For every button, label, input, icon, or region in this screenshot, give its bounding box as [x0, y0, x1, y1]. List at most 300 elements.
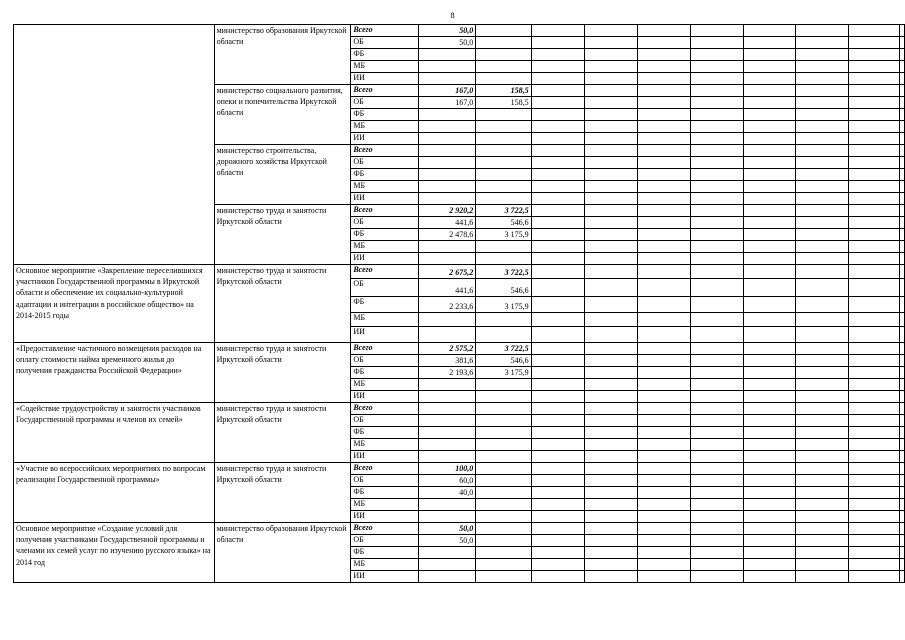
amount-cell: [419, 415, 476, 427]
empty-cell: [531, 327, 584, 343]
funding-source-cell: ИИ: [351, 133, 419, 145]
empty-cell: [637, 109, 690, 121]
amount-cell: [419, 391, 476, 403]
empty-cell: [637, 97, 690, 109]
empty-cell: [848, 97, 899, 109]
empty-cell: [848, 499, 899, 511]
empty-cell: [796, 571, 848, 583]
amount-cell: [476, 379, 531, 391]
empty-cell: [744, 109, 796, 121]
funding-source-cell: ОБ: [351, 355, 419, 367]
empty-cell: [744, 523, 796, 535]
empty-cell: [744, 547, 796, 559]
empty-cell: [900, 427, 905, 439]
amount-cell: [476, 415, 531, 427]
budget-table: [13, 24, 905, 583]
empty-cell: [744, 253, 796, 265]
funding-source-cell: ОБ: [351, 415, 419, 427]
funding-source-cell: ФБ: [351, 367, 419, 379]
amount-cell: 2 920,2: [419, 205, 476, 217]
empty-cell: [796, 49, 848, 61]
amount-cell: [419, 253, 476, 265]
amount-cell: 546,6: [476, 355, 531, 367]
empty-cell: [796, 37, 848, 49]
empty-cell: [531, 109, 584, 121]
empty-cell: [848, 523, 899, 535]
funding-source-cell: Всего: [351, 463, 419, 475]
amount-cell: 50,0: [419, 25, 476, 37]
funding-source-cell: ИИ: [351, 193, 419, 205]
empty-cell: [848, 85, 899, 97]
table-body: [14, 25, 905, 583]
empty-cell: [690, 523, 743, 535]
empty-cell: [690, 343, 743, 355]
amount-cell: 158,5: [476, 97, 531, 109]
empty-cell: [637, 535, 690, 547]
empty-cell: [637, 133, 690, 145]
empty-cell: [690, 427, 743, 439]
empty-cell: [900, 391, 905, 403]
amount-cell: 40,0: [419, 487, 476, 499]
executor-cell: министерство труда и занятости Иркутской области: [214, 265, 351, 343]
amount-cell: [476, 463, 531, 475]
empty-cell: [900, 379, 905, 391]
empty-cell: [637, 403, 690, 415]
empty-cell: [900, 193, 905, 205]
empty-cell: [900, 25, 905, 37]
funding-source-cell: МБ: [351, 313, 419, 327]
funding-source-cell: МБ: [351, 181, 419, 193]
empty-cell: [796, 439, 848, 451]
empty-cell: [796, 327, 848, 343]
empty-cell: [796, 145, 848, 157]
amount-cell: 441,6: [419, 279, 476, 297]
empty-cell: [796, 217, 848, 229]
empty-cell: [690, 499, 743, 511]
amount-cell: [476, 427, 531, 439]
empty-cell: [531, 439, 584, 451]
empty-cell: [584, 463, 637, 475]
empty-cell: [690, 439, 743, 451]
amount-cell: 2 233,6: [419, 297, 476, 313]
amount-cell: [419, 571, 476, 583]
amount-cell: 2 193,6: [419, 367, 476, 379]
empty-cell: [690, 85, 743, 97]
empty-cell: [900, 343, 905, 355]
empty-cell: [796, 241, 848, 253]
empty-cell: [531, 297, 584, 313]
empty-cell: [531, 169, 584, 181]
funding-source-cell: Всего: [351, 403, 419, 415]
funding-source-cell: ОБ: [351, 217, 419, 229]
empty-cell: [584, 229, 637, 241]
empty-cell: [531, 451, 584, 463]
amount-cell: 3 722,5: [476, 343, 531, 355]
empty-cell: [584, 559, 637, 571]
executor-cell: министерство труда и занятости Иркутской области: [214, 403, 351, 463]
empty-cell: [900, 49, 905, 61]
amount-cell: [476, 499, 531, 511]
amount-cell: [419, 61, 476, 73]
funding-source-cell: ОБ: [351, 535, 419, 547]
empty-cell: [796, 547, 848, 559]
empty-cell: [900, 547, 905, 559]
empty-cell: [637, 205, 690, 217]
empty-cell: [584, 133, 637, 145]
empty-cell: [900, 475, 905, 487]
empty-cell: [796, 355, 848, 367]
empty-cell: [744, 217, 796, 229]
empty-cell: [584, 49, 637, 61]
empty-cell: [690, 157, 743, 169]
funding-source-cell: ОБ: [351, 37, 419, 49]
empty-cell: [584, 523, 637, 535]
amount-cell: 50,0: [419, 523, 476, 535]
empty-cell: [744, 313, 796, 327]
amount-cell: [476, 181, 531, 193]
empty-cell: [531, 73, 584, 85]
amount-cell: [476, 535, 531, 547]
amount-cell: [419, 327, 476, 343]
amount-cell: [476, 391, 531, 403]
amount-cell: [476, 133, 531, 145]
empty-cell: [848, 427, 899, 439]
amount-cell: [476, 511, 531, 523]
amount-cell: [419, 451, 476, 463]
executor-cell: министерство труда и занятости Иркутской области: [214, 205, 351, 265]
empty-cell: [584, 427, 637, 439]
amount-cell: [419, 499, 476, 511]
empty-cell: [531, 279, 584, 297]
empty-cell: [900, 265, 905, 279]
empty-cell: [900, 253, 905, 265]
empty-cell: [637, 391, 690, 403]
empty-cell: [690, 535, 743, 547]
empty-cell: [690, 511, 743, 523]
empty-cell: [531, 313, 584, 327]
empty-cell: [531, 499, 584, 511]
empty-cell: [690, 391, 743, 403]
empty-cell: [637, 487, 690, 499]
funding-source-cell: ИИ: [351, 451, 419, 463]
empty-cell: [584, 475, 637, 487]
empty-cell: [531, 157, 584, 169]
empty-cell: [848, 535, 899, 547]
empty-cell: [796, 265, 848, 279]
empty-cell: [531, 97, 584, 109]
empty-cell: [848, 169, 899, 181]
amount-cell: [476, 559, 531, 571]
amount-cell: [476, 193, 531, 205]
funding-source-cell: ИИ: [351, 73, 419, 85]
empty-cell: [848, 547, 899, 559]
empty-cell: [584, 355, 637, 367]
empty-cell: [900, 229, 905, 241]
empty-cell: [796, 253, 848, 265]
empty-cell: [796, 193, 848, 205]
empty-cell: [531, 367, 584, 379]
empty-cell: [848, 297, 899, 313]
empty-cell: [637, 415, 690, 427]
empty-cell: [796, 523, 848, 535]
empty-cell: [848, 403, 899, 415]
empty-cell: [637, 313, 690, 327]
empty-cell: [531, 181, 584, 193]
empty-cell: [744, 193, 796, 205]
amount-cell: 2 675,2: [419, 265, 476, 279]
empty-cell: [690, 109, 743, 121]
amount-cell: 3 175,9: [476, 367, 531, 379]
empty-cell: [637, 451, 690, 463]
empty-cell: [848, 367, 899, 379]
empty-cell: [531, 265, 584, 279]
amount-cell: [476, 547, 531, 559]
empty-cell: [637, 253, 690, 265]
empty-cell: [848, 73, 899, 85]
empty-cell: [531, 571, 584, 583]
empty-cell: [848, 463, 899, 475]
empty-cell: [900, 367, 905, 379]
empty-cell: [796, 25, 848, 37]
empty-cell: [848, 145, 899, 157]
empty-cell: [900, 463, 905, 475]
empty-cell: [744, 229, 796, 241]
empty-cell: [744, 169, 796, 181]
amount-cell: [419, 73, 476, 85]
empty-cell: [900, 451, 905, 463]
empty-cell: [848, 217, 899, 229]
funding-source-cell: ИИ: [351, 391, 419, 403]
empty-cell: [900, 439, 905, 451]
empty-cell: [584, 97, 637, 109]
empty-cell: [744, 559, 796, 571]
empty-cell: [796, 559, 848, 571]
empty-cell: [637, 121, 690, 133]
amount-cell: [419, 427, 476, 439]
amount-cell: [476, 121, 531, 133]
empty-cell: [848, 451, 899, 463]
empty-cell: [796, 157, 848, 169]
funding-source-cell: ИИ: [351, 253, 419, 265]
empty-cell: [796, 379, 848, 391]
table-row: [14, 25, 905, 37]
empty-cell: [796, 85, 848, 97]
empty-cell: [848, 25, 899, 37]
amount-cell: 3 175,9: [476, 297, 531, 313]
funding-source-cell: Всего: [351, 25, 419, 37]
empty-cell: [848, 279, 899, 297]
empty-cell: [744, 37, 796, 49]
empty-cell: [744, 97, 796, 109]
empty-cell: [690, 193, 743, 205]
table-row: [14, 523, 905, 535]
empty-cell: [531, 463, 584, 475]
empty-cell: [531, 205, 584, 217]
empty-cell: [531, 121, 584, 133]
empty-cell: [531, 25, 584, 37]
empty-cell: [900, 133, 905, 145]
empty-cell: [690, 379, 743, 391]
empty-cell: [690, 297, 743, 313]
empty-cell: [900, 37, 905, 49]
empty-cell: [796, 475, 848, 487]
amount-cell: [419, 109, 476, 121]
amount-cell: [476, 313, 531, 327]
empty-cell: [848, 391, 899, 403]
empty-cell: [900, 355, 905, 367]
empty-cell: [637, 157, 690, 169]
empty-cell: [690, 145, 743, 157]
empty-cell: [796, 61, 848, 73]
empty-cell: [690, 25, 743, 37]
empty-cell: [900, 61, 905, 73]
empty-cell: [690, 355, 743, 367]
empty-cell: [848, 571, 899, 583]
empty-cell: [531, 133, 584, 145]
empty-cell: [531, 37, 584, 49]
empty-cell: [848, 475, 899, 487]
empty-cell: [900, 313, 905, 327]
amount-cell: [476, 145, 531, 157]
funding-source-cell: Всего: [351, 343, 419, 355]
empty-cell: [744, 415, 796, 427]
funding-source-cell: ФБ: [351, 229, 419, 241]
empty-cell: [637, 169, 690, 181]
empty-cell: [584, 415, 637, 427]
empty-cell: [637, 571, 690, 583]
empty-cell: [531, 547, 584, 559]
empty-cell: [584, 145, 637, 157]
empty-cell: [690, 217, 743, 229]
empty-cell: [637, 193, 690, 205]
empty-cell: [796, 427, 848, 439]
measure-description-cell: «Участие во всероссийских мероприятиях по вопросам реализации Государственной программы»: [14, 463, 215, 523]
amount-cell: 50,0: [419, 37, 476, 49]
amount-cell: [476, 61, 531, 73]
amount-cell: [419, 169, 476, 181]
empty-cell: [900, 157, 905, 169]
empty-cell: [584, 547, 637, 559]
empty-cell: [744, 379, 796, 391]
empty-cell: [848, 559, 899, 571]
empty-cell: [531, 415, 584, 427]
empty-cell: [531, 241, 584, 253]
empty-cell: [584, 85, 637, 97]
funding-source-cell: ФБ: [351, 49, 419, 61]
empty-cell: [637, 297, 690, 313]
empty-cell: [900, 279, 905, 297]
empty-cell: [744, 265, 796, 279]
funding-source-cell: ОБ: [351, 157, 419, 169]
empty-cell: [637, 355, 690, 367]
empty-cell: [744, 451, 796, 463]
empty-cell: [584, 265, 637, 279]
empty-cell: [584, 451, 637, 463]
empty-cell: [584, 109, 637, 121]
empty-cell: [744, 61, 796, 73]
empty-cell: [584, 403, 637, 415]
empty-cell: [900, 535, 905, 547]
measure-description-cell: «Содействие трудоустройству и занятости участников Государственной программы и членов их семей»: [14, 403, 215, 463]
empty-cell: [848, 193, 899, 205]
funding-source-cell: Всего: [351, 145, 419, 157]
empty-cell: [584, 379, 637, 391]
empty-cell: [584, 241, 637, 253]
empty-cell: [796, 367, 848, 379]
empty-cell: [637, 279, 690, 297]
empty-cell: [848, 157, 899, 169]
table-row: [14, 265, 905, 279]
empty-cell: [744, 85, 796, 97]
empty-cell: [584, 487, 637, 499]
amount-cell: [476, 451, 531, 463]
empty-cell: [796, 181, 848, 193]
amount-cell: 2 478,6: [419, 229, 476, 241]
empty-cell: [584, 181, 637, 193]
amount-cell: 100,0: [419, 463, 476, 475]
amount-cell: [476, 571, 531, 583]
empty-cell: [690, 415, 743, 427]
amount-cell: [419, 313, 476, 327]
empty-cell: [900, 73, 905, 85]
empty-cell: [744, 391, 796, 403]
empty-cell: [584, 571, 637, 583]
empty-cell: [796, 343, 848, 355]
empty-cell: [584, 205, 637, 217]
empty-cell: [690, 571, 743, 583]
empty-cell: [637, 61, 690, 73]
empty-cell: [900, 205, 905, 217]
empty-cell: [690, 475, 743, 487]
empty-cell: [744, 439, 796, 451]
empty-cell: [744, 25, 796, 37]
executor-cell: министерство строительства, дорожного хозяйства Иркутской области: [214, 145, 351, 205]
empty-cell: [848, 253, 899, 265]
empty-cell: [796, 313, 848, 327]
empty-cell: [744, 403, 796, 415]
empty-cell: [531, 535, 584, 547]
empty-cell: [900, 415, 905, 427]
empty-cell: [531, 229, 584, 241]
empty-cell: [690, 97, 743, 109]
empty-cell: [690, 229, 743, 241]
empty-cell: [744, 121, 796, 133]
empty-cell: [900, 511, 905, 523]
empty-cell: [690, 121, 743, 133]
amount-cell: [476, 253, 531, 265]
funding-source-cell: МБ: [351, 559, 419, 571]
empty-cell: [690, 61, 743, 73]
empty-cell: [744, 73, 796, 85]
empty-cell: [796, 535, 848, 547]
empty-cell: [900, 523, 905, 535]
amount-cell: [419, 145, 476, 157]
empty-cell: [690, 205, 743, 217]
funding-source-cell: МБ: [351, 499, 419, 511]
empty-cell: [531, 475, 584, 487]
amount-cell: [419, 511, 476, 523]
empty-cell: [584, 327, 637, 343]
amount-cell: [419, 121, 476, 133]
empty-cell: [796, 133, 848, 145]
empty-cell: [848, 379, 899, 391]
measure-description-cell: Основное мероприятие «Создание условий для получения участниками Государственной программы и членами их семей услуг по изучению русского языка» на 2014 год: [14, 523, 215, 583]
empty-cell: [900, 487, 905, 499]
empty-cell: [584, 121, 637, 133]
funding-source-cell: Всего: [351, 85, 419, 97]
empty-cell: [744, 145, 796, 157]
amount-cell: [476, 475, 531, 487]
